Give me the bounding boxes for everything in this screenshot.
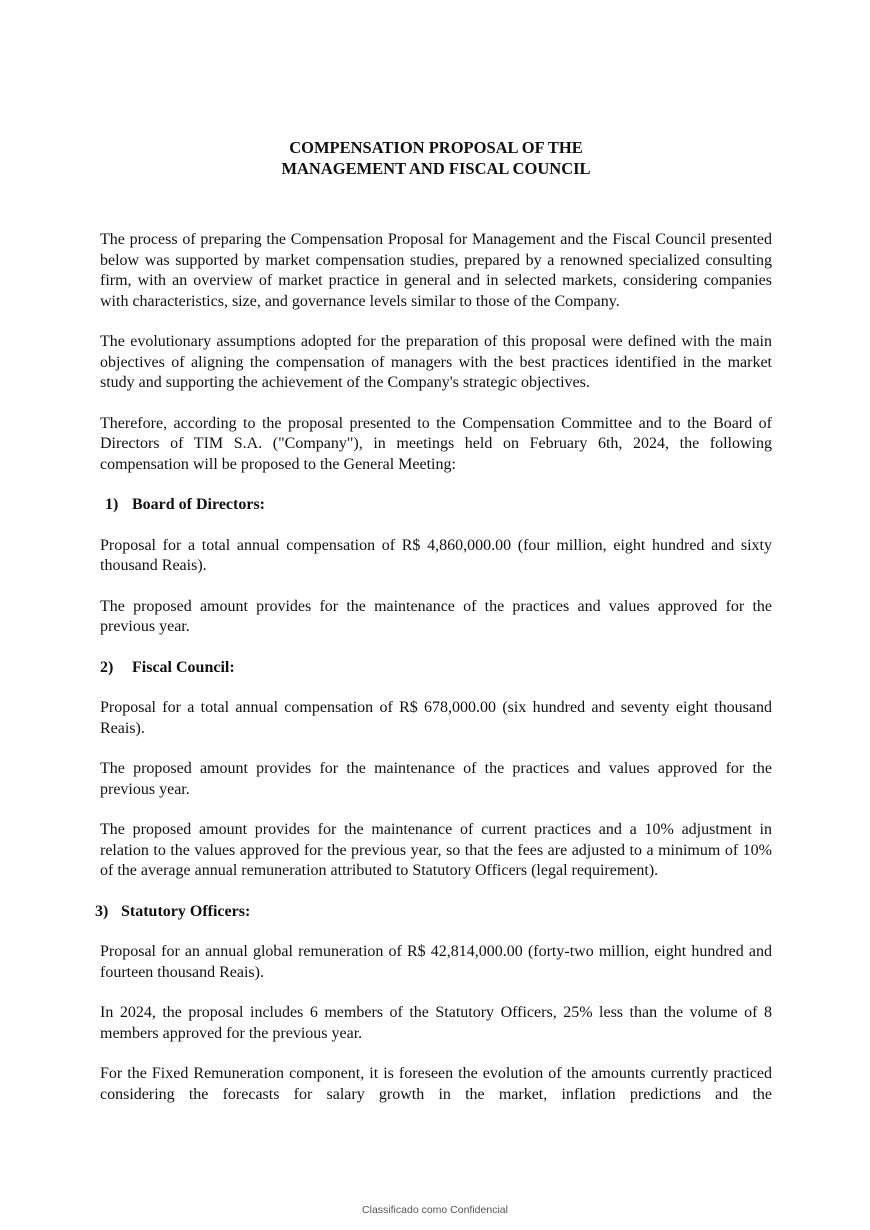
intro-paragraph-3: Therefore, according to the proposal presented to the Compensation Committee and to the Board of Directors of TIM S.A. ("Company"), in meetings held on February 6th, 2024, the following compensation will be proposed to the General Meeting: xyxy=(100,414,772,473)
intro-paragraph-1: The process of preparing the Compensation Proposal for Management and the Fiscal Council presented below was supported by market compensation studies, prepared by a renowned specialized consulting firm, with an overview of market practice in general and in selected markets, considering companies with characteristics, size, and governance levels similar to those of the Company. xyxy=(100,231,772,310)
section-title: Fiscal Council: xyxy=(132,658,235,676)
section-number: 2) xyxy=(100,658,114,676)
intro-paragraph-2: The evolutionary assumptions adopted for the preparation of this proposal were defined with the main objectives of aligning the compensation of managers with the best practices identified in the market study and supporting the achievement of the Company's strategic objectives. xyxy=(100,333,772,391)
officers-paragraph-1: Proposal for an annual global remuneration of R$ 42,814,000.00 (forty-two million, eight hundred and fourteen thousand Reais). xyxy=(100,943,772,981)
section-heading-statutory-officers xyxy=(95,902,772,923)
classification-footer: Classificado como Confidencial xyxy=(362,1204,508,1216)
document-title-line-2: MANAGEMENT AND FISCAL COUNCIL xyxy=(281,159,591,178)
section-number: 3) xyxy=(95,902,109,920)
section-number: 1) xyxy=(105,496,119,513)
board-paragraph-1: Proposal for a total annual compensation of R$ 4,860,000.00 (four million, eight hundred and sixty thousand Reais). xyxy=(100,536,772,574)
section-title: Statutory Officers: xyxy=(121,902,251,920)
board-paragraph-2: The proposed amount provides for the maintenance of the practices and values approved for the previous year. xyxy=(100,597,772,635)
fiscal-paragraph-2: The proposed amount provides for the maintenance of the practices and values approved for the previous year. xyxy=(100,760,772,798)
section-heading-board-of-directors xyxy=(100,495,772,516)
officers-paragraph-3: For the Fixed Remuneration component, it is foreseen the evolution of the amounts currently practiced considering the forecasts for salary growth in the market, inflation predictions and the xyxy=(100,1065,772,1103)
fiscal-paragraph-1: Proposal for a total annual compensation of R$ 678,000.00 (six hundred and seventy eight thousand Reais). xyxy=(100,699,772,737)
section-heading-fiscal-council xyxy=(100,658,772,679)
officers-paragraph-2: In 2024, the proposal includes 6 members of the Statutory Officers, 25% less than the volume of 8 members approved for the previous year. xyxy=(100,1004,772,1042)
fiscal-paragraph-3: The proposed amount provides for the maintenance of current practices and a 10% adjustment in relation to the values approved for the previous year, so that the fees are adjusted to a minimum of 10% of the average annual remuneration attributed to Statutory Officers (legal requirement). xyxy=(100,821,772,879)
document-page xyxy=(95,137,772,1105)
document-title-line-1: COMPENSATION PROPOSAL OF THE xyxy=(289,138,583,157)
section-title: Board of Directors: xyxy=(132,496,265,513)
